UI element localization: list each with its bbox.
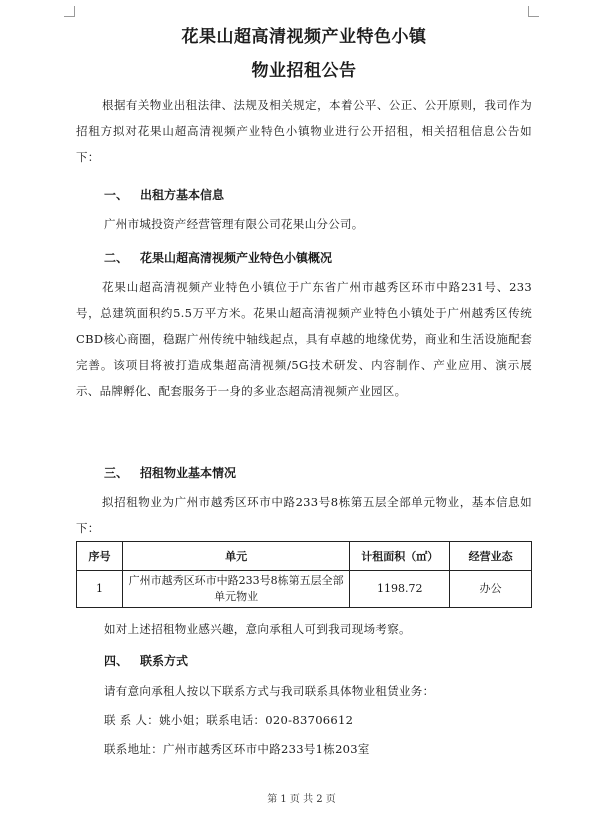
- page-corner-mark-left: [64, 6, 75, 17]
- section-4-heading: [104, 652, 188, 669]
- header-unit: 单元: [122, 542, 349, 571]
- contact-address: 联系地址：广州市越秀区环市中路233号1栋203室: [104, 742, 370, 756]
- section-3-heading: [104, 464, 236, 481]
- page-corner-mark-right: [528, 6, 539, 17]
- section-2-title: 花果山超高清视频产业特色小镇概况: [140, 251, 333, 265]
- contact-person: 联 系 人：姚小姐；联系电话：020-83706612: [104, 713, 354, 727]
- header-area: 计租面积（㎡）: [350, 542, 450, 571]
- table-header-row: [77, 542, 532, 571]
- section-3-number: 三、: [104, 466, 129, 480]
- page-number: 第 1 页 共 2 页: [267, 794, 336, 805]
- section-2-heading: [104, 249, 332, 266]
- section-2-body: 花果山超高清视频产业特色小镇位于广东省广州市越秀区环市中路231号、233号，总建筑面积约5.5万平方米。花果山超高清视频产业特色小镇处于广州越秀区传统CBD核心商圈，稳踞广州传统中轴线起点，具有卓越的地缘优势，商业和生活设施配套完善。该项目将被打造成集超高清视频/5G技术研发、内容制作、产业应用、演示展示、品牌孵化、配套服务于一身的多业态超高清视频产业园区。: [76, 280, 532, 398]
- document-title: 花果山超高清视频产业特色小镇: [181, 27, 427, 47]
- intro-paragraph: 根据有关物业出租法律、法规及相关规定，本着公平、公正、公开原则，我司作为招租方拟对花果山超高清视频产业特色小镇物业进行公开招租，相关招租信息公告如下：: [76, 98, 532, 164]
- section-1-title: 出租方基本信息: [140, 188, 225, 202]
- section-3-title: 招租物业基本情况: [140, 466, 237, 480]
- header-use: 经营业态: [450, 542, 532, 571]
- section-1-heading: [104, 186, 224, 203]
- section-4-body: 请有意向承租人按以下联系方式与我司联系具体物业租赁业务：: [104, 684, 435, 698]
- cell-use: 办公: [450, 571, 532, 608]
- table-row: [77, 571, 532, 608]
- section-1-body: 广州市城投资产经营管理有限公司花果山分公司。: [104, 217, 364, 231]
- section-3-body: 拟招租物业为广州市越秀区环市中路233号8栋第五层全部单元物业，基本信息如下：: [76, 495, 532, 535]
- section-1-number: 一、: [104, 188, 129, 202]
- property-table: [76, 541, 532, 608]
- section-4-number: 四、: [104, 654, 129, 668]
- section-3-after-table: 如对上述招租物业感兴趣，意向承租人可到我司现场考察。: [104, 622, 411, 636]
- section-4-title: 联系方式: [140, 654, 189, 668]
- cell-unit: 广州市越秀区环市中路233号8栋第五层全部单元物业: [122, 571, 349, 608]
- header-no: 序号: [77, 542, 123, 571]
- cell-no: 1: [77, 571, 123, 608]
- cell-area: 1198.72: [350, 571, 450, 608]
- section-2-number: 二、: [104, 251, 129, 265]
- document-subtitle: 物业招租公告: [251, 61, 357, 81]
